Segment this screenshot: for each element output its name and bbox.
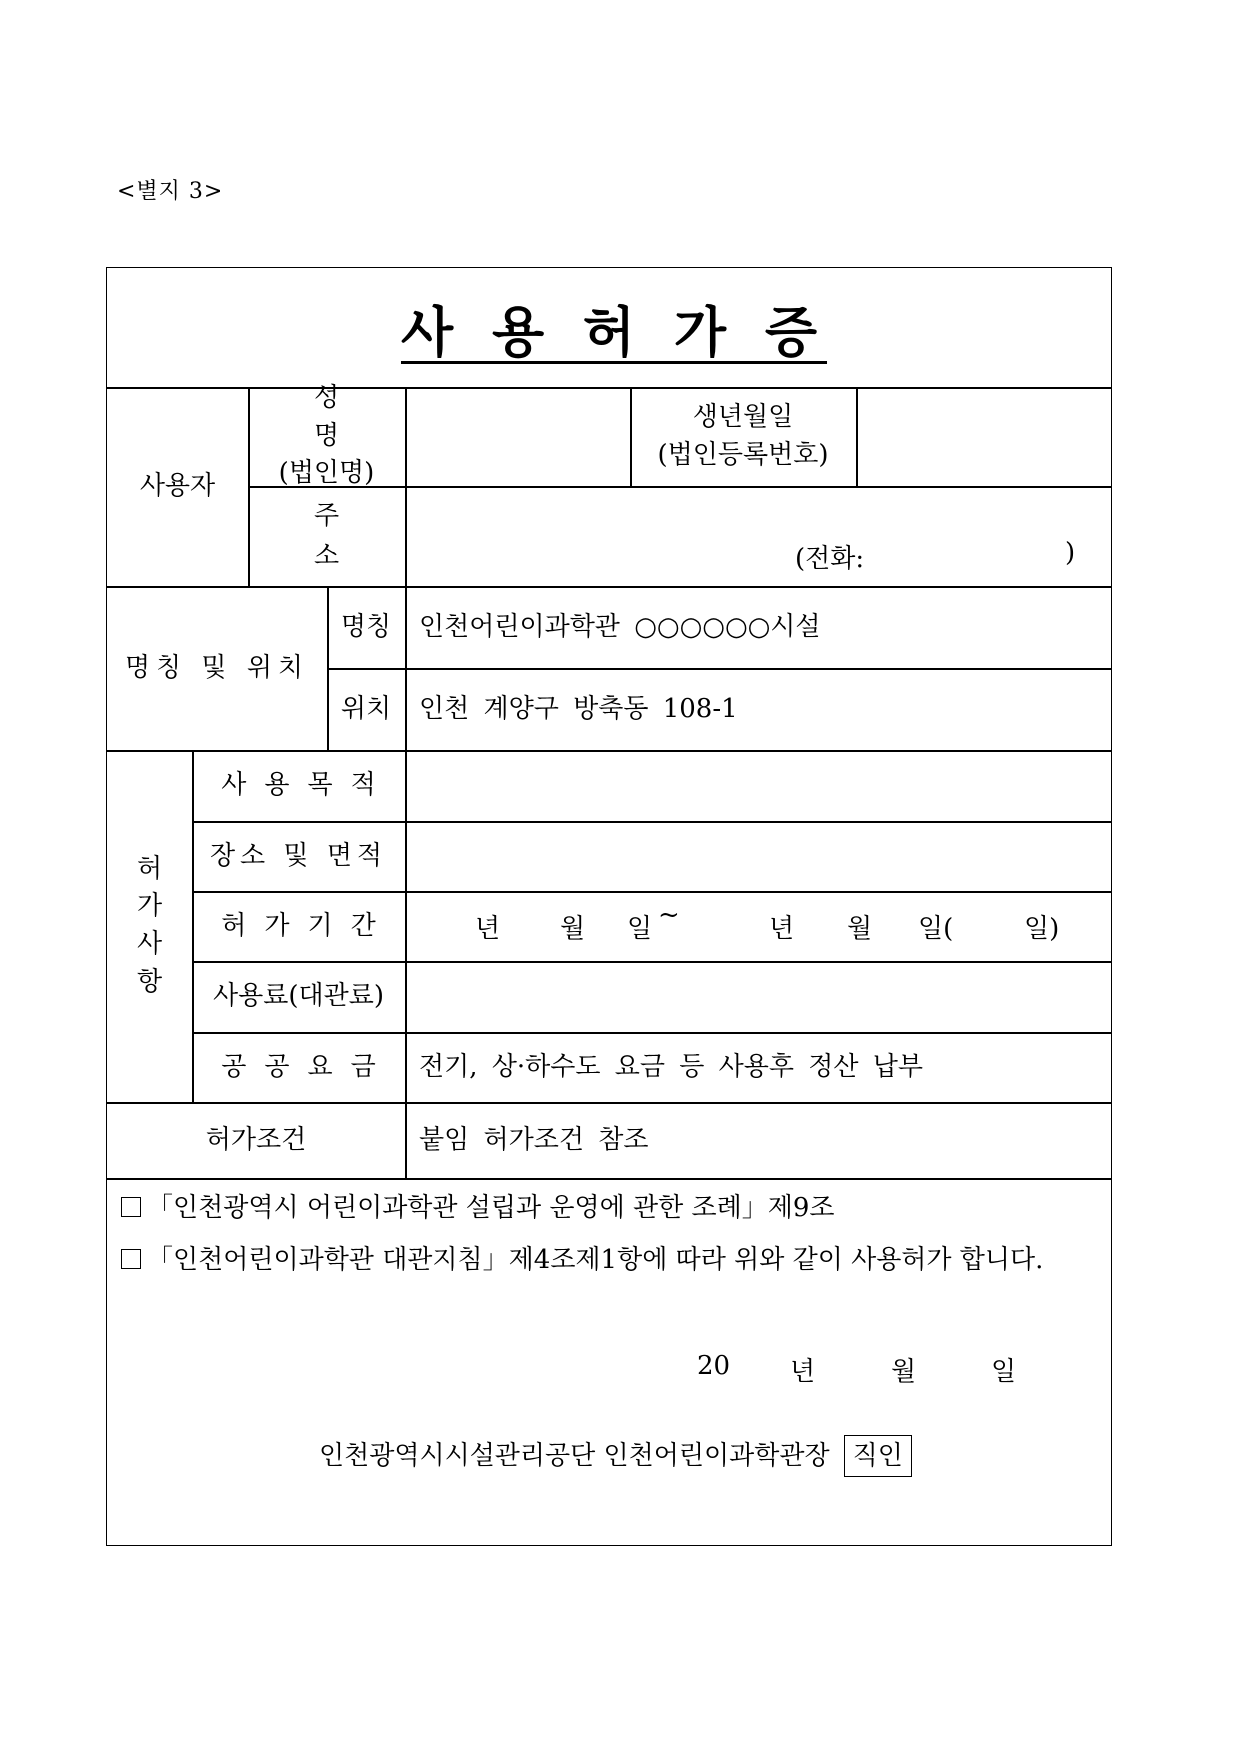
birth-label [630, 387, 856, 486]
name-field[interactable] [407, 387, 630, 486]
facility-name-label: 명칭 [340, 611, 392, 642]
birth-field[interactable] [858, 387, 1111, 486]
utility-value: 전기, 상·하수도 요금 등 사용후 정산 납부 [419, 1051, 923, 1082]
address-label: 주 소 [313, 500, 384, 571]
date-year-prefix: 20 [697, 1351, 731, 1381]
facility-location-value: 인천 계양구 방축동 108-1 [419, 693, 738, 724]
facility-location-label: 위치 [340, 693, 392, 724]
phone-open: (전화: [795, 544, 865, 574]
name-label-main: 성 명 [313, 382, 384, 451]
phone-close: ) [1065, 538, 1076, 568]
name-label [248, 382, 405, 489]
permit-form [106, 267, 1112, 1546]
title-row [107, 268, 1111, 388]
area-label: 장소 및 면적 [209, 840, 388, 871]
period-start-month: 월 [560, 914, 586, 944]
notice-line-2 [121, 1240, 1096, 1280]
checkbox-icon[interactable] [121, 1249, 141, 1269]
period-tilde: ~ [658, 900, 680, 930]
divider [107, 1178, 1111, 1180]
area-field[interactable] [407, 821, 1111, 891]
annex-label: <별지 3> [117, 179, 224, 204]
facility-name-value: 인천어린이과학관 ○○○○○○시설 [419, 611, 821, 642]
date-day: 일 [991, 1357, 1017, 1387]
permit-group-char: 항 [136, 966, 163, 997]
permit-group-label [107, 750, 192, 1102]
user-group-label: 사용자 [139, 471, 216, 502]
birth-label-sub: (법인등록번호) [657, 439, 829, 470]
period-days: 일) [1024, 914, 1060, 944]
notice-line-1-text: 「인천광역시 어린이과학관 설립과 운영에 관한 조례」제9조 [147, 1193, 835, 1223]
address-field[interactable] [407, 486, 1111, 586]
period-label: 허가기간 [221, 910, 394, 941]
notice-line-1 [121, 1188, 835, 1228]
period-start-day: 일 [627, 914, 653, 944]
notice-line-2-text: 「인천어린이과학관 대관지침」제4조제1항에 따라 위와 같이 사용허가 합니다. [147, 1245, 1044, 1275]
name-label-sub: (법인명) [278, 458, 375, 489]
permit-group-char: 가 [136, 891, 163, 922]
utility-label: 공공요금 [221, 1051, 394, 1082]
permit-group-char: 허 [136, 853, 163, 884]
fee-field[interactable] [407, 961, 1111, 1032]
conditions-value: 붙임 허가조건 참조 [419, 1124, 649, 1155]
purpose-label: 사용목적 [221, 770, 394, 801]
seal-stamp: 직인 [844, 1435, 912, 1477]
period-start-year: 년 [475, 914, 501, 944]
issuer-name: 인천광역시시설관리공단 인천어린이과학관장 [319, 1441, 830, 1471]
fee-label: 사용료(대관료) [213, 981, 384, 1012]
conditions-label: 허가조건 [205, 1124, 307, 1155]
birth-label-main: 생년월일 [692, 401, 794, 432]
purpose-field[interactable] [407, 750, 1111, 821]
period-end-month: 월 [847, 914, 873, 944]
facility-group-label: 명칭 및 위치 [124, 652, 310, 683]
page-title: 사 용 허 가 증 [400, 300, 828, 364]
date-month: 월 [891, 1357, 917, 1387]
issuer [319, 1435, 912, 1477]
period-end-year: 년 [769, 914, 795, 944]
permit-group-char: 사 [136, 929, 163, 959]
date-year: 년 [790, 1357, 816, 1387]
checkbox-icon[interactable] [121, 1197, 141, 1217]
period-end-day: 일( [918, 914, 954, 944]
period-field[interactable] [407, 891, 1111, 961]
